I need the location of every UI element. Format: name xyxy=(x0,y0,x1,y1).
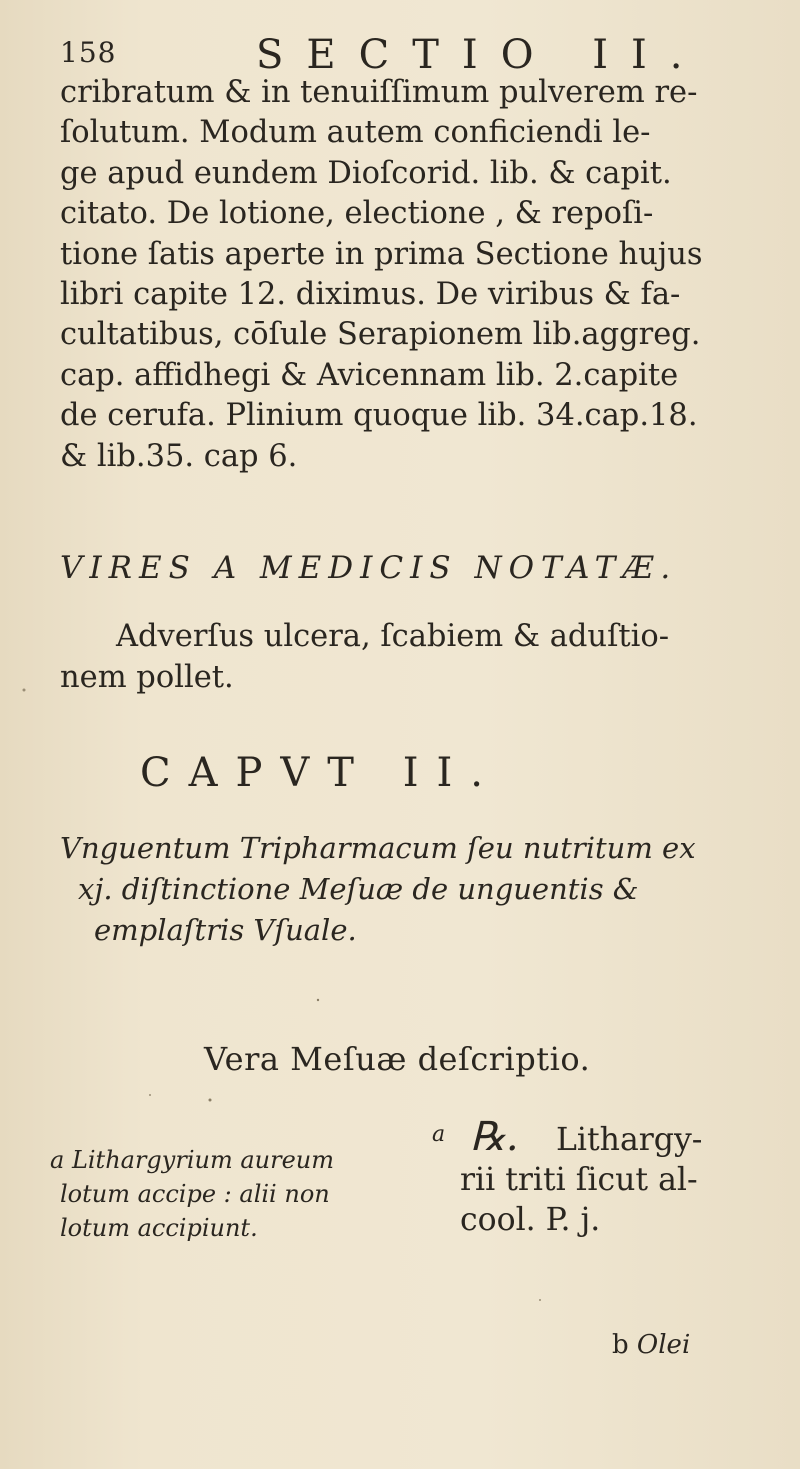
body-line: & lib.35. cap 6. xyxy=(60,438,298,474)
recipe-line: cool. P. j. xyxy=(460,1202,601,1238)
recipe-line: rii triti ſicut al- xyxy=(460,1162,698,1198)
body-line: tione ſatis aperte in prima Sectione hujus xyxy=(60,236,703,272)
margin-note-line: lotum accipe : alii non xyxy=(60,1180,330,1208)
margin-note-line: lotum accipiunt. xyxy=(60,1214,258,1242)
body-line: ge apud eundem Dioſcorid. lib. & capit. xyxy=(60,155,672,191)
recipe-symbol-icon: ℞. xyxy=(470,1114,519,1160)
margin-note xyxy=(50,1143,390,1245)
recipe-body xyxy=(460,1120,790,1240)
body-line: de cerufa. Plinium quoque lib. 34.cap.18. xyxy=(60,398,698,434)
body-line: Adverſus ulcera, ſcabiem & aduſtio- xyxy=(116,619,670,654)
page-number: 158 xyxy=(60,36,117,69)
chapter-title-line: emplaſtris Vſuale. xyxy=(94,913,357,947)
chapter-title-line: Vnguentum Tripharmacum ſeu nutritum ex xyxy=(60,831,696,865)
recipe-line: Lithargy- xyxy=(556,1122,703,1158)
body-paragraph xyxy=(60,73,775,477)
body-line: nem pollet. xyxy=(60,660,234,695)
body-line: libri capite 12. diximus. De viribus & fa- xyxy=(60,277,681,313)
chapter-title-line: xj. diſtinctione Meſuæ de unguentis & xyxy=(78,872,639,906)
signature-mark: b xyxy=(612,1330,629,1360)
body-line: ſolutum. Modum autem conficiendi le- xyxy=(60,115,651,151)
recipe-title: Vera Meſuæ deſcriptio. xyxy=(204,1040,591,1078)
note-marker: a xyxy=(432,1122,446,1147)
body-line: cribratum & in tenuiſſimum pulverem re- xyxy=(60,75,698,110)
body-line: cap. affidhegi & Avicennam lib. 2.capite xyxy=(60,357,679,393)
chapter-heading: CAPVT II. xyxy=(140,750,502,796)
chapter-title xyxy=(60,828,780,951)
body-line: citato. De lotione, electione , & repoſi- xyxy=(60,196,654,232)
margin-note-line: a Lithargyrium aureum xyxy=(50,1146,335,1174)
body-line: cultatibus, cōſule Serapionem lib.aggreg. xyxy=(60,317,701,353)
section-subheading: VIRES A MEDICIS NOTATÆ. xyxy=(60,550,678,586)
virtues-paragraph xyxy=(60,616,775,698)
running-head: SECTIO II. xyxy=(256,32,706,78)
catchword xyxy=(612,1330,690,1360)
catchword-text: Olei xyxy=(636,1330,691,1360)
